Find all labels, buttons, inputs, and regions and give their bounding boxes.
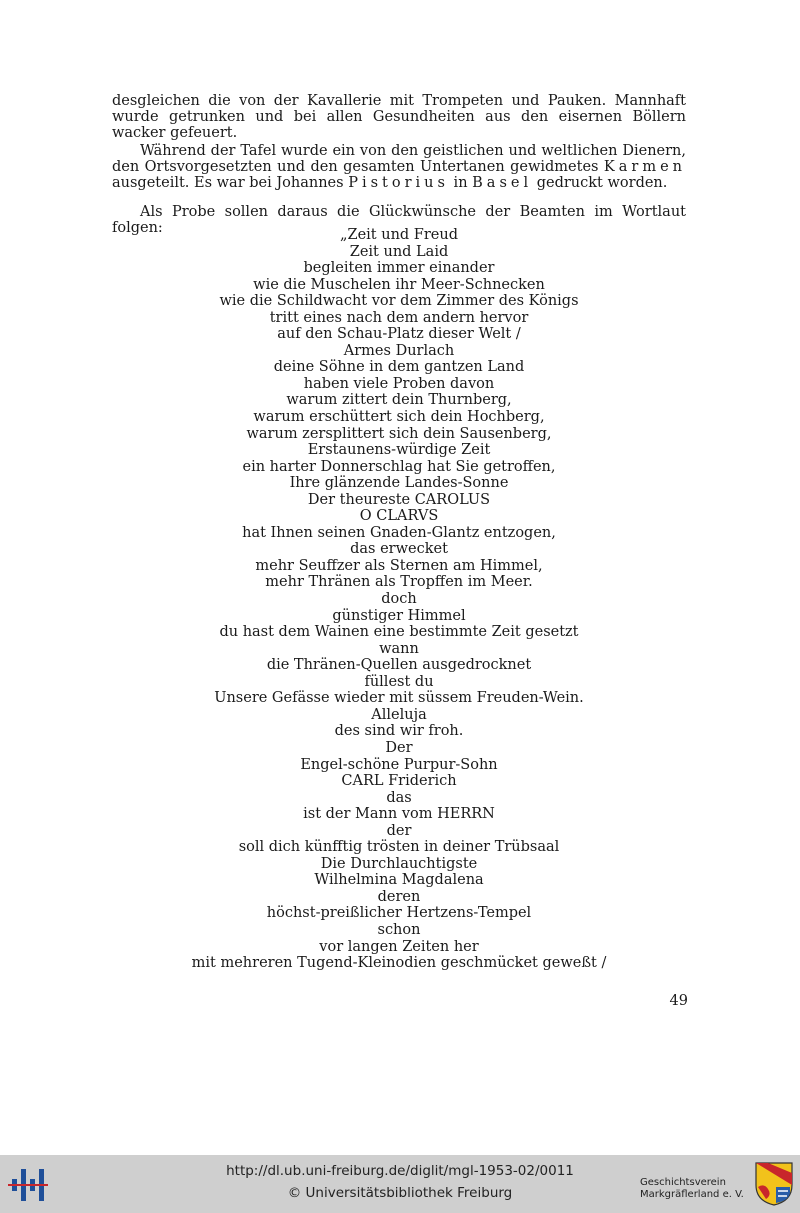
poem-line: Ihre glänzende Landes-Sonne	[289, 475, 509, 492]
poem-line: Armes Durlach	[343, 342, 455, 359]
poem-line: warum zersplittert sich dein Sausenberg,	[246, 425, 552, 442]
poem-line: schon	[377, 921, 421, 938]
poem-line: das	[386, 789, 412, 806]
poem-line: du hast dem Wainen eine bestimmte Zeit gesetzt	[219, 624, 579, 641]
poem-line: Unsere Gefässe wieder mit süssem Freuden-Wein.	[214, 690, 584, 707]
poem-line: mehr Thränen als Tropffen im Meer.	[265, 574, 533, 591]
poem-line: haben viele Proben davon	[303, 375, 495, 392]
paragraph-2-karmen: Karmen	[603, 159, 686, 176]
poem-line: wie die Muschelen ihr Meer-Schnecken	[253, 276, 545, 293]
poem-line: O CLARVS	[359, 508, 439, 525]
poem-line: wie die Schildwacht vor dem Zimmer des Königs	[219, 293, 579, 310]
poem-line: soll dich künfftig trösten in deiner Trübsaal	[238, 839, 560, 856]
poem-line: ist der Mann vom HERRN	[303, 806, 495, 823]
poem-line: vor langen Zeiten her	[319, 938, 479, 955]
paragraph-1-text: desgleichen die von der Kavallerie mit Trompeten und Pauken. Mannhaft wurde getrunken und bei allen Gesundheiten aus den eisernen Böllern wacker gefeuert.	[112, 93, 686, 142]
poem-line: des sind wir froh.	[334, 723, 464, 740]
poem-line: tritt eines nach dem andern hervor	[269, 309, 529, 326]
poem-line: doch	[381, 591, 417, 608]
footer-bar	[0, 1155, 800, 1213]
document-url-link[interactable]: http://dl.ub.uni-freiburg.de/diglit/mgl-1953-02/0011	[226, 1163, 574, 1179]
poem	[112, 227, 686, 972]
poem-line: Zeit und Laid	[349, 243, 449, 260]
paragraph-2-pistorius: Pistorius	[348, 175, 449, 192]
poem-line: deren	[377, 888, 421, 905]
library-logo-icon[interactable]	[8, 1165, 52, 1205]
society-name-line-1: Geschichtsverein	[640, 1177, 726, 1188]
paragraph-2-text-b: ausgeteilt. Es war bei Johannes	[112, 175, 349, 192]
poem-line: deine Söhne in dem gantzen Land	[273, 359, 525, 376]
copyright-notice: © Universitätsbibliothek Freiburg	[287, 1185, 513, 1201]
poem-line: mehr Seuffzer als Sternen am Himmel,	[255, 557, 543, 574]
poem-line: begleiten immer einander	[303, 260, 495, 277]
poem-line: Alleluja	[371, 706, 427, 723]
society-name	[640, 1177, 752, 1201]
society-name-line-2: Markgräflerland e. V.	[640, 1189, 744, 1200]
paragraph-2	[112, 143, 686, 192]
paragraph-2-text-a: Während der Tafel wurde ein von den geistlichen und weltlichen Dienern, den Ortsvorgesetzten und den gesamten Untertanen gewidmetes	[112, 143, 686, 176]
paragraph-1	[112, 93, 686, 142]
poem-line: füllest du	[364, 673, 434, 690]
poem-line: Die Durchlauchtigste	[320, 855, 478, 872]
poem-line: die Thränen-Quellen ausgedrocknet	[266, 657, 532, 674]
poem-line: auf den Schau-Platz dieser Welt /	[277, 326, 521, 343]
poem-line: warum zittert dein Thurnberg,	[286, 392, 512, 409]
poem-line: „Zeit und Freud	[339, 227, 458, 243]
poem-line: wann	[379, 640, 419, 657]
page-number: 49	[669, 993, 688, 1009]
poem-line: der	[386, 822, 412, 839]
paragraph-3-text: Als Probe sollen daraus die Glückwünsche der Beamten im Wortlaut folgen:	[112, 204, 686, 237]
poem-line: das erwecket	[350, 541, 448, 558]
poem-line: ein harter Donnerschlag hat Sie getroffen,	[242, 458, 556, 475]
poem-line: höchst-preißlicher Hertzens-Tempel	[266, 905, 532, 922]
paragraph-2-text-d: gedruckt worden.	[532, 175, 668, 192]
poem-line: Der	[385, 739, 413, 756]
poem-line: Engel-schöne Purpur-Sohn	[300, 756, 498, 773]
poem-line: Erstaunens-würdige Zeit	[307, 442, 491, 459]
poem-line: mit mehreren Tugend-Kleinodien geschmücket geweßt /	[191, 955, 607, 972]
poem-line: CARL Friderich	[341, 773, 457, 790]
paragraph-2-text-c: in	[448, 175, 473, 192]
poem-line: Der theureste CAROLUS	[307, 491, 491, 508]
poem-line: Wilhelmina Magdalena	[314, 872, 484, 889]
poem-line: hat Ihnen seinen Gnaden-Glantz entzogen,	[242, 524, 556, 541]
coat-of-arms-icon[interactable]	[754, 1161, 794, 1207]
poem-line: günstiger Himmel	[332, 607, 466, 624]
paragraph-2-basel: Basel	[472, 175, 533, 192]
poem-line: warum erschüttert sich dein Hochberg,	[253, 409, 545, 426]
